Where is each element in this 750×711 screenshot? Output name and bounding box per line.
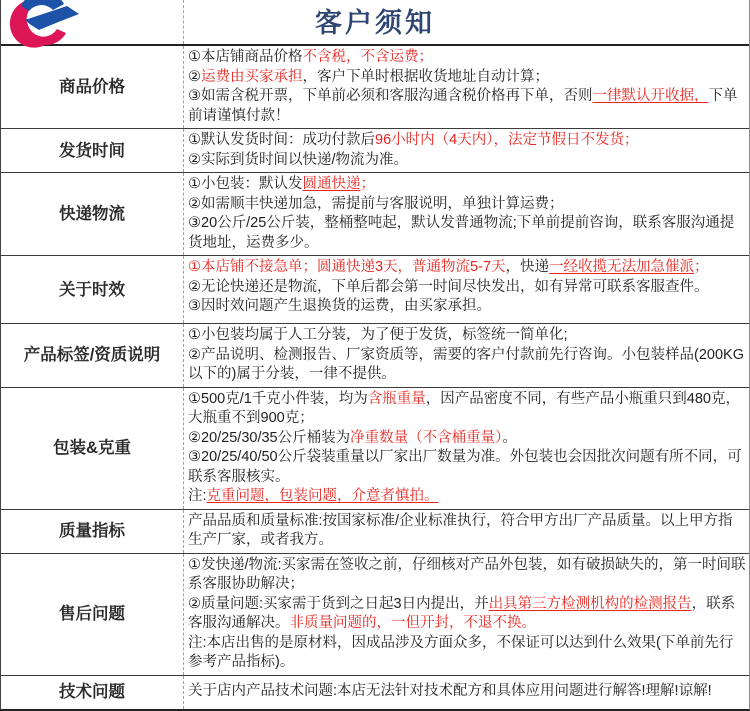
table-row (1, 676, 749, 709)
text-segment: ③如需含税开票，下单前必须和客服沟通含税价格再下单，否则 (188, 88, 593, 104)
text-segment: 注:本店出售的是原材料，因成品涉及方面众多，不保证可以达到什么效果(下单前先行参考产品指标)。 (188, 634, 734, 670)
content-line (188, 390, 746, 429)
text-segment: ②实际到货时间以快递/物流为准。 (188, 151, 409, 168)
text-segment: ③因时效问题产生退换货的运费，由买家承担。 (188, 298, 491, 314)
content-line (188, 131, 746, 151)
highlighted-text-segment: 96小时内（4天内），法定节假日不发货； (375, 132, 639, 148)
text-segment: ③20/25/40/50公斤袋装重量以厂家出厂数量为准。外包装也会因批次问题有所不同，可联系客服核实。 (188, 449, 742, 485)
content-line (188, 595, 746, 634)
table-row (1, 129, 749, 173)
text-segment: ①本店铺商品价格 (188, 49, 303, 65)
content-line (188, 151, 746, 171)
table-row (1, 46, 749, 129)
table-header (1, 0, 749, 46)
highlighted-text-segment: 一经收揽无法加急催派 (549, 259, 695, 275)
highlighted-text-segment: ①本店铺不接急单；圆通快递3天，普通物流5-7天 (188, 259, 506, 275)
text-segment: ①小包装均属于人工分装，为了便于发货，标签统一简单化; (188, 327, 568, 343)
table-row (1, 554, 749, 676)
highlighted-text-segment: 非质量问题的，一但开封，不退不换。 (289, 615, 536, 631)
row-label: 发货时间 (1, 129, 184, 172)
content-line (188, 278, 746, 298)
row-content (184, 46, 749, 128)
content-line (188, 258, 746, 278)
text-segment: ，快递 (505, 259, 550, 275)
row-content (184, 388, 749, 509)
highlighted-text-segment: 出具第三方检测机构的检测报告 (488, 595, 692, 612)
content-line (188, 195, 746, 215)
text-segment: ②产品说明、检测报告、厂家资质等，需要的客户付款前先行咨询。小包装样品(200KG以下的)属于分装，一律不提供。 (188, 346, 744, 382)
notice-rows (1, 46, 749, 709)
table-row (1, 256, 749, 324)
content-line (188, 175, 746, 195)
text-segment: 。 (502, 429, 517, 446)
text-segment: 注: (188, 488, 207, 504)
text-segment: ①发快递/物流:买家需在签收之前，仔细核对产品外包装，如有破损缺失的，第一时间联系客服协助解决； (188, 556, 746, 592)
highlighted-text-segment: 净重数量（不含桶重量） (350, 429, 503, 446)
page-title: 客户须知 (315, 8, 435, 38)
table-row (1, 388, 749, 510)
content-line (188, 556, 746, 595)
text-segment: ②20/25/30/35公斤桶装为 (188, 429, 351, 446)
highlighted-text-segment: 克重问题，包装问题，介意者慎拍。 (206, 488, 439, 504)
row-label: 包装&克重 (1, 388, 184, 509)
table-row (1, 324, 749, 388)
content-line (188, 682, 712, 702)
content-line (188, 487, 746, 507)
highlighted-text-segment: ； (694, 259, 709, 275)
row-label: 产品标签/资质说明 (1, 324, 184, 387)
content-line (188, 214, 746, 253)
content-line (188, 346, 746, 385)
table-row (1, 173, 749, 256)
text-segment: 产品品质和质量标准:按国家标准/企业标准执行，符合甲方出厂产品质量。以上甲方指生产厂家，或者我方。 (188, 512, 733, 548)
highlighted-text-segment: 运费由买家承担 (201, 68, 303, 85)
text-segment: 下单前请谨慎付款！ (188, 88, 738, 124)
row-content (184, 554, 749, 675)
text-segment: ②无论快递还是物流，下单后都会第一时间尽快发出，如有异常可联系客服查件。 (188, 278, 709, 295)
content-line (188, 448, 746, 487)
row-content (184, 510, 749, 553)
content-line (188, 429, 746, 449)
text-segment: ，客户下单时根据收货地址自动计算； (302, 68, 549, 85)
text-segment: ②如需顺丰快递加急，需提前与客服说明，单独计算运费； (188, 195, 564, 212)
row-content (184, 256, 749, 323)
highlighted-text-segment: 不含税，不含运费； (302, 49, 433, 65)
row-label: 商品价格 (1, 46, 184, 128)
highlighted-text-segment: 一律默认开收据， (592, 88, 709, 104)
content-line (188, 87, 746, 126)
text-segment: 关于店内产品技术问题:本店无法针对技术配方和具体应用问题进行解答!理解!谅解! (188, 683, 712, 700)
highlighted-text-segment: 含瓶重量 (367, 390, 426, 407)
text-segment: ①小包装：默认发 (188, 176, 303, 192)
text-segment: ② (188, 68, 201, 85)
text-segment: ②质量问题:买家需于货到之日起3日内提出，并 (188, 595, 489, 612)
content-line (188, 512, 746, 551)
text-segment: ，因产品密度不同，有些产品小瓶重只到480克，大瓶重不到900克； (188, 390, 740, 426)
row-label: 售后问题 (1, 554, 184, 675)
content-line (188, 326, 746, 346)
table-row (1, 510, 749, 554)
content-line (188, 48, 746, 68)
text-segment: ①默认发货时间：成功付款后 (188, 132, 375, 148)
row-label: 技术问题 (1, 676, 184, 709)
row-label: 快递物流 (1, 173, 184, 255)
text-segment: ，联系客服沟通解决。 (188, 595, 736, 631)
text-segment: ③20公斤/25公斤装，整桶整吨起，默认发普通物流;下单前提前咨询，联系客服沟通提货地址，运费多少。 (188, 215, 735, 251)
content-line (188, 297, 746, 317)
row-content (184, 129, 749, 172)
content-line (188, 68, 746, 88)
highlighted-text-segment: 圆通快递 (302, 176, 361, 192)
row-content (184, 173, 749, 255)
row-content (184, 324, 749, 387)
row-label: 质量指标 (1, 510, 184, 553)
row-content (184, 676, 749, 709)
row-label: 关于时效 (1, 256, 184, 323)
content-line (188, 634, 746, 673)
highlighted-text-segment: ； (360, 176, 375, 192)
text-segment: ①500克/1千克小件装，均为 (188, 390, 368, 407)
